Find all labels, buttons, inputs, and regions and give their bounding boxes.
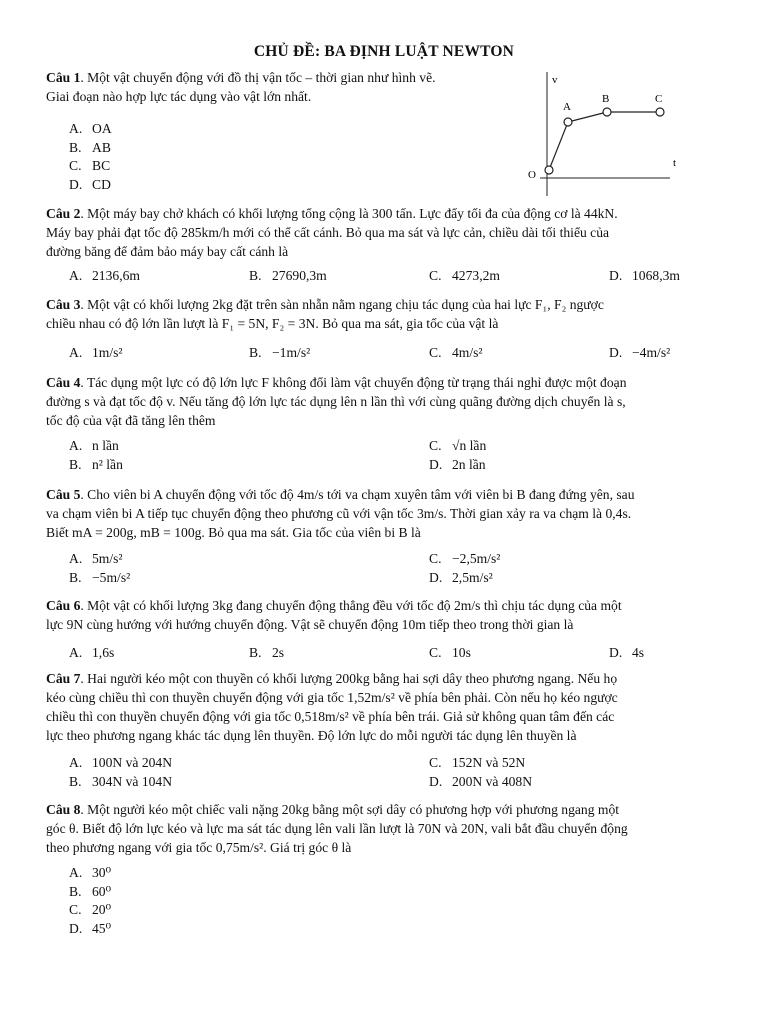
question-line xyxy=(46,819,721,838)
answer-option[interactable] xyxy=(69,882,111,901)
answer-option[interactable] xyxy=(429,549,500,568)
option-letter: A. xyxy=(69,551,83,566)
option-letter: B. xyxy=(249,345,262,360)
option-letter: B. xyxy=(249,645,262,660)
question-text xyxy=(46,295,721,333)
question-text xyxy=(46,596,721,634)
option-text: OA xyxy=(92,121,112,136)
option-letter: B. xyxy=(69,569,82,585)
option-text: 1,6s xyxy=(92,645,115,660)
point-b-marker xyxy=(603,108,611,116)
answer-option[interactable] xyxy=(69,156,110,175)
answer-option[interactable] xyxy=(429,772,532,791)
answer-option[interactable] xyxy=(429,455,486,474)
question-line xyxy=(46,504,721,523)
option-letter: D. xyxy=(69,920,83,936)
question-line: Câu 6. Một vật có khối lượng 3kg đang chuyển động thẳng đều với tốc độ 2m/s thì chịu tác dụng của một xyxy=(46,598,622,613)
option-letter: C. xyxy=(429,438,442,453)
option-letter: C. xyxy=(429,645,442,660)
option-text: 1m/s² xyxy=(92,345,123,360)
option-text: 200N và 408N xyxy=(452,773,533,789)
question-line: Câu 1. Một vật chuyển động với đồ thị vận tốc – thời gian như hình vẽ. xyxy=(46,70,436,85)
axis-label-t: t xyxy=(673,157,677,169)
answer-option[interactable] xyxy=(609,266,680,285)
question-line-text: kéo cùng chiều thì con thuyền chuyển động với gia tốc 1,52m/s² về phía bên phải. Còn nếu họ kéo ngược xyxy=(46,690,618,705)
answer-option[interactable] xyxy=(69,119,112,138)
segment-oa xyxy=(549,122,568,170)
answer-option[interactable] xyxy=(69,863,111,882)
option-text: 304N và 104N xyxy=(92,773,173,789)
question-line xyxy=(46,707,721,726)
option-text: 4s xyxy=(632,645,645,660)
question-line-text: Một vật có khối lượng 2kg đặt trên sàn nhẵn nằm ngang chịu tác dụng của hai lực F₁, F₂ ngược xyxy=(87,297,604,312)
option-text: 20⁰ xyxy=(92,902,112,917)
question-line xyxy=(46,223,721,242)
option-letter: A. xyxy=(69,865,83,880)
question-line: Câu 7. Hai người kéo một con thuyền có khối lượng 200kg bằng hai sợi dây theo phương ngang. Nếu họ xyxy=(46,671,618,686)
question-line-text: tốc độ của vật đã tăng lên thêm xyxy=(46,413,216,428)
option-text: 2136,6m xyxy=(92,268,140,283)
question-label: Câu 7 xyxy=(46,671,81,686)
option-letter: A. xyxy=(69,645,83,660)
answer-option[interactable] xyxy=(69,343,123,362)
question-text xyxy=(46,204,721,261)
answer-option[interactable] xyxy=(249,266,327,285)
option-letter: B. xyxy=(69,773,82,789)
option-text: 27690,3m xyxy=(272,268,327,283)
question-line xyxy=(46,411,721,430)
question-line-text: Máy bay phải đạt tốc độ 285km/h mới có thể cất cánh. Bỏ qua ma sát và lực cản, chiều dài tối thiểu của xyxy=(46,225,610,240)
question-line: Câu 5. Cho viên bi A chuyển động với tốc độ 4m/s tới va chạm xuyên tâm với viên bi B đang đứng yên, sau xyxy=(46,487,635,502)
point-label-b: B xyxy=(602,93,610,105)
option-letter: C. xyxy=(429,268,442,283)
question-line xyxy=(46,87,516,106)
question-label: Câu 8 xyxy=(46,802,81,817)
question-line-text: va chạm viên bi A tiếp tục chuyển động theo phương cũ với vận tốc 3m/s. Thời gian xảy ra va chạm là 0,4s. xyxy=(46,506,632,521)
option-text: CD xyxy=(92,176,111,192)
option-letter: D. xyxy=(69,176,83,192)
option-text: 45⁰ xyxy=(92,920,112,936)
segment-ab xyxy=(568,112,607,122)
option-text: AB xyxy=(92,139,111,155)
page-title: CHỦ ĐỀ: BA ĐỊNH LUẬT NEWTON xyxy=(253,43,515,60)
option-letter: D. xyxy=(609,645,623,660)
question-label: Câu 2 xyxy=(46,206,81,221)
question-line-text: lực theo phương ngang khác tác dụng lên thuyền. Độ lớn lực do mỗi người tác dụng lên thuyền là xyxy=(46,728,577,743)
question-label: Câu 1 xyxy=(46,70,81,85)
option-text: 1068,3m xyxy=(632,268,680,283)
answer-option[interactable] xyxy=(69,919,111,938)
point-label-a: A xyxy=(563,101,571,113)
answer-option[interactable] xyxy=(69,753,172,772)
question-line-text: Hai người kéo một con thuyền có khối lượng 200kg bằng hai sợi dây theo phương ngang. Nếu họ xyxy=(87,671,618,686)
question-label: Câu 5 xyxy=(46,487,81,502)
option-letter: D. xyxy=(429,569,443,585)
option-text: −2,5m/s² xyxy=(452,551,501,566)
question-line-text: đường s và đạt tốc độ v. Nếu tăng độ lớn lực tác dụng lên n lần thì với cùng quãng đường dịch chuyển là s, xyxy=(46,394,626,409)
answer-option[interactable] xyxy=(69,549,123,568)
option-letter: C. xyxy=(429,551,442,566)
point-label-o: O xyxy=(528,169,536,181)
option-text: 60⁰ xyxy=(92,883,112,899)
question-line-text: Biết mA = 200g, mB = 100g. Bỏ qua ma sát. Gia tốc của viên bi B là xyxy=(46,525,421,540)
question-line-text: Tác dụng một lực có độ lớn lực F không đổi làm vật chuyển động từ trạng thái nghỉ được một đoạn xyxy=(86,375,627,390)
question-text xyxy=(46,485,721,542)
option-text: −4m/s² xyxy=(632,345,671,360)
answer-option[interactable] xyxy=(609,343,670,362)
question-line-text: góc θ. Biết độ lớn lực kéo và lực ma sát tác dụng lên vali lần lượt là 70N và 20N, vali bắt đầu chuyển động xyxy=(46,821,628,836)
option-letter: C. xyxy=(429,755,442,770)
option-letter: C. xyxy=(69,902,82,917)
axis-label-v: v xyxy=(552,74,558,86)
point-a-marker xyxy=(564,118,572,126)
question-line-text: Một máy bay chở khách có khối lượng tổng cộng là 300 tấn. Lực đẩy tối đa của động cơ là 44kN. xyxy=(87,206,618,221)
answer-option[interactable] xyxy=(249,643,284,662)
question-line xyxy=(46,392,721,411)
question-line xyxy=(46,523,721,542)
option-text: BC xyxy=(92,158,111,173)
option-text: 30⁰ xyxy=(92,865,112,880)
question-line-text: Một vật chuyển động với đồ thị vận tốc – thời gian như hình vẽ. xyxy=(87,70,436,85)
velocity-time-graph xyxy=(520,66,690,202)
option-letter: D. xyxy=(429,456,443,472)
answer-option[interactable] xyxy=(609,643,644,662)
answer-option[interactable] xyxy=(69,568,130,587)
answer-option[interactable] xyxy=(69,175,111,194)
option-text: −1m/s² xyxy=(272,345,311,360)
option-letter: A. xyxy=(69,345,83,360)
question-text xyxy=(46,373,721,430)
point-c-marker xyxy=(656,108,664,116)
question-label: Câu 6 xyxy=(46,598,81,613)
answer-option[interactable] xyxy=(69,266,140,285)
option-text: 4273,2m xyxy=(452,268,500,283)
question-line: Câu 4. Tác dụng một lực có độ lớn lực F không đổi làm vật chuyển động từ trạng thái nghỉ được một đoạn xyxy=(46,375,627,390)
question-line-text: Một người kéo một chiếc vali nặng 20kg bằng một sợi dây có phương hợp với phương ngang một xyxy=(87,802,620,817)
answer-option[interactable] xyxy=(69,772,172,791)
option-text: 5m/s² xyxy=(92,551,123,566)
question-line xyxy=(46,314,721,333)
question-line-text: theo phương ngang với gia tốc 0,75m/s². Giá trị góc θ là xyxy=(46,840,352,855)
point-o-marker xyxy=(545,166,553,174)
question-text xyxy=(46,800,721,857)
option-letter: B. xyxy=(249,268,262,283)
option-letter: C. xyxy=(429,345,442,360)
option-text: −5m/s² xyxy=(92,569,131,585)
option-text: 10s xyxy=(452,645,471,660)
option-text: 152N và 52N xyxy=(452,755,526,770)
question-line xyxy=(46,615,721,634)
answer-option[interactable] xyxy=(429,643,471,662)
option-text: 100N và 204N xyxy=(92,755,173,770)
question-line: Câu 2. Một máy bay chở khách có khối lượng tổng cộng là 300 tấn. Lực đẩy tối đa của động cơ là 44kN. xyxy=(46,206,618,221)
answer-option[interactable] xyxy=(69,643,114,662)
answer-option[interactable] xyxy=(69,900,111,919)
option-text: √n lần xyxy=(452,438,487,453)
option-text: n² lần xyxy=(92,456,123,472)
question-line xyxy=(46,688,721,707)
option-letter: A. xyxy=(69,121,83,136)
option-text: n lần xyxy=(92,438,119,453)
question-line-text: chiều nhau có độ lớn lần lượt là F₁ = 5N, F₂ = 3N. Bỏ qua ma sát, gia tốc của vật là xyxy=(46,316,499,331)
option-letter: D. xyxy=(609,268,623,283)
answer-option[interactable] xyxy=(69,455,123,474)
option-text: 2,5m/s² xyxy=(452,569,493,585)
question-label: Câu 3 xyxy=(46,297,81,312)
answer-option[interactable] xyxy=(429,436,486,455)
question-text xyxy=(46,68,516,106)
option-text: 4m/s² xyxy=(452,345,483,360)
option-letter: D. xyxy=(429,773,443,789)
answer-option[interactable] xyxy=(429,343,483,362)
question-label: Câu 4 xyxy=(46,375,81,390)
answer-option[interactable] xyxy=(429,266,500,285)
option-letter: B. xyxy=(69,456,82,472)
question-line: Câu 3. Một vật có khối lượng 2kg đặt trên sàn nhẵn nằm ngang chịu tác dụng của hai lực F₁, F₂ ngược xyxy=(46,297,604,312)
question-line-text: Cho viên bi A chuyển động với tốc độ 4m/s tới va chạm xuyên tâm với viên bi B đang đứng yên, sau xyxy=(87,487,635,502)
answer-option[interactable] xyxy=(429,753,525,772)
option-letter: D. xyxy=(609,345,623,360)
question-line xyxy=(46,242,721,261)
option-letter: B. xyxy=(69,139,82,155)
question-line-text: chiều thì con thuyền chuyển động với gia tốc 0,518m/s² về phía bên trái. Giả sử không quan tâm đến các xyxy=(46,709,615,724)
option-letter: A. xyxy=(69,755,83,770)
question-line-text: Một vật có khối lượng 3kg đang chuyển động thẳng đều với tốc độ 2m/s thì chịu tác dụng của một xyxy=(87,598,622,613)
option-letter: C. xyxy=(69,158,82,173)
question-line-text: Giai đoạn nào hợp lực tác dụng vào vật lớn nhất. xyxy=(46,89,312,104)
option-letter: A. xyxy=(69,268,83,283)
option-letter: A. xyxy=(69,438,83,453)
question-line xyxy=(46,726,721,745)
option-text: 2s xyxy=(272,645,285,660)
option-text: 2n lần xyxy=(452,456,486,472)
answer-option[interactable] xyxy=(249,343,310,362)
question-line-text: đường băng để đảm bảo máy bay cất cánh là xyxy=(46,244,289,259)
option-letter: B. xyxy=(69,883,82,899)
answer-option[interactable] xyxy=(69,138,111,157)
question-line: Câu 8. Một người kéo một chiếc vali nặng 20kg bằng một sợi dây có phương hợp với phương ngang một xyxy=(46,802,620,817)
question-text xyxy=(46,669,721,745)
question-line xyxy=(46,838,721,857)
answer-option[interactable] xyxy=(69,436,119,455)
point-label-c: C xyxy=(655,93,663,105)
answer-option[interactable] xyxy=(429,568,493,587)
question-line-text: lực 9N cùng hướng với hướng chuyển động. Vật sẽ chuyển động 10m tiếp theo trong thời gian là xyxy=(46,617,574,632)
